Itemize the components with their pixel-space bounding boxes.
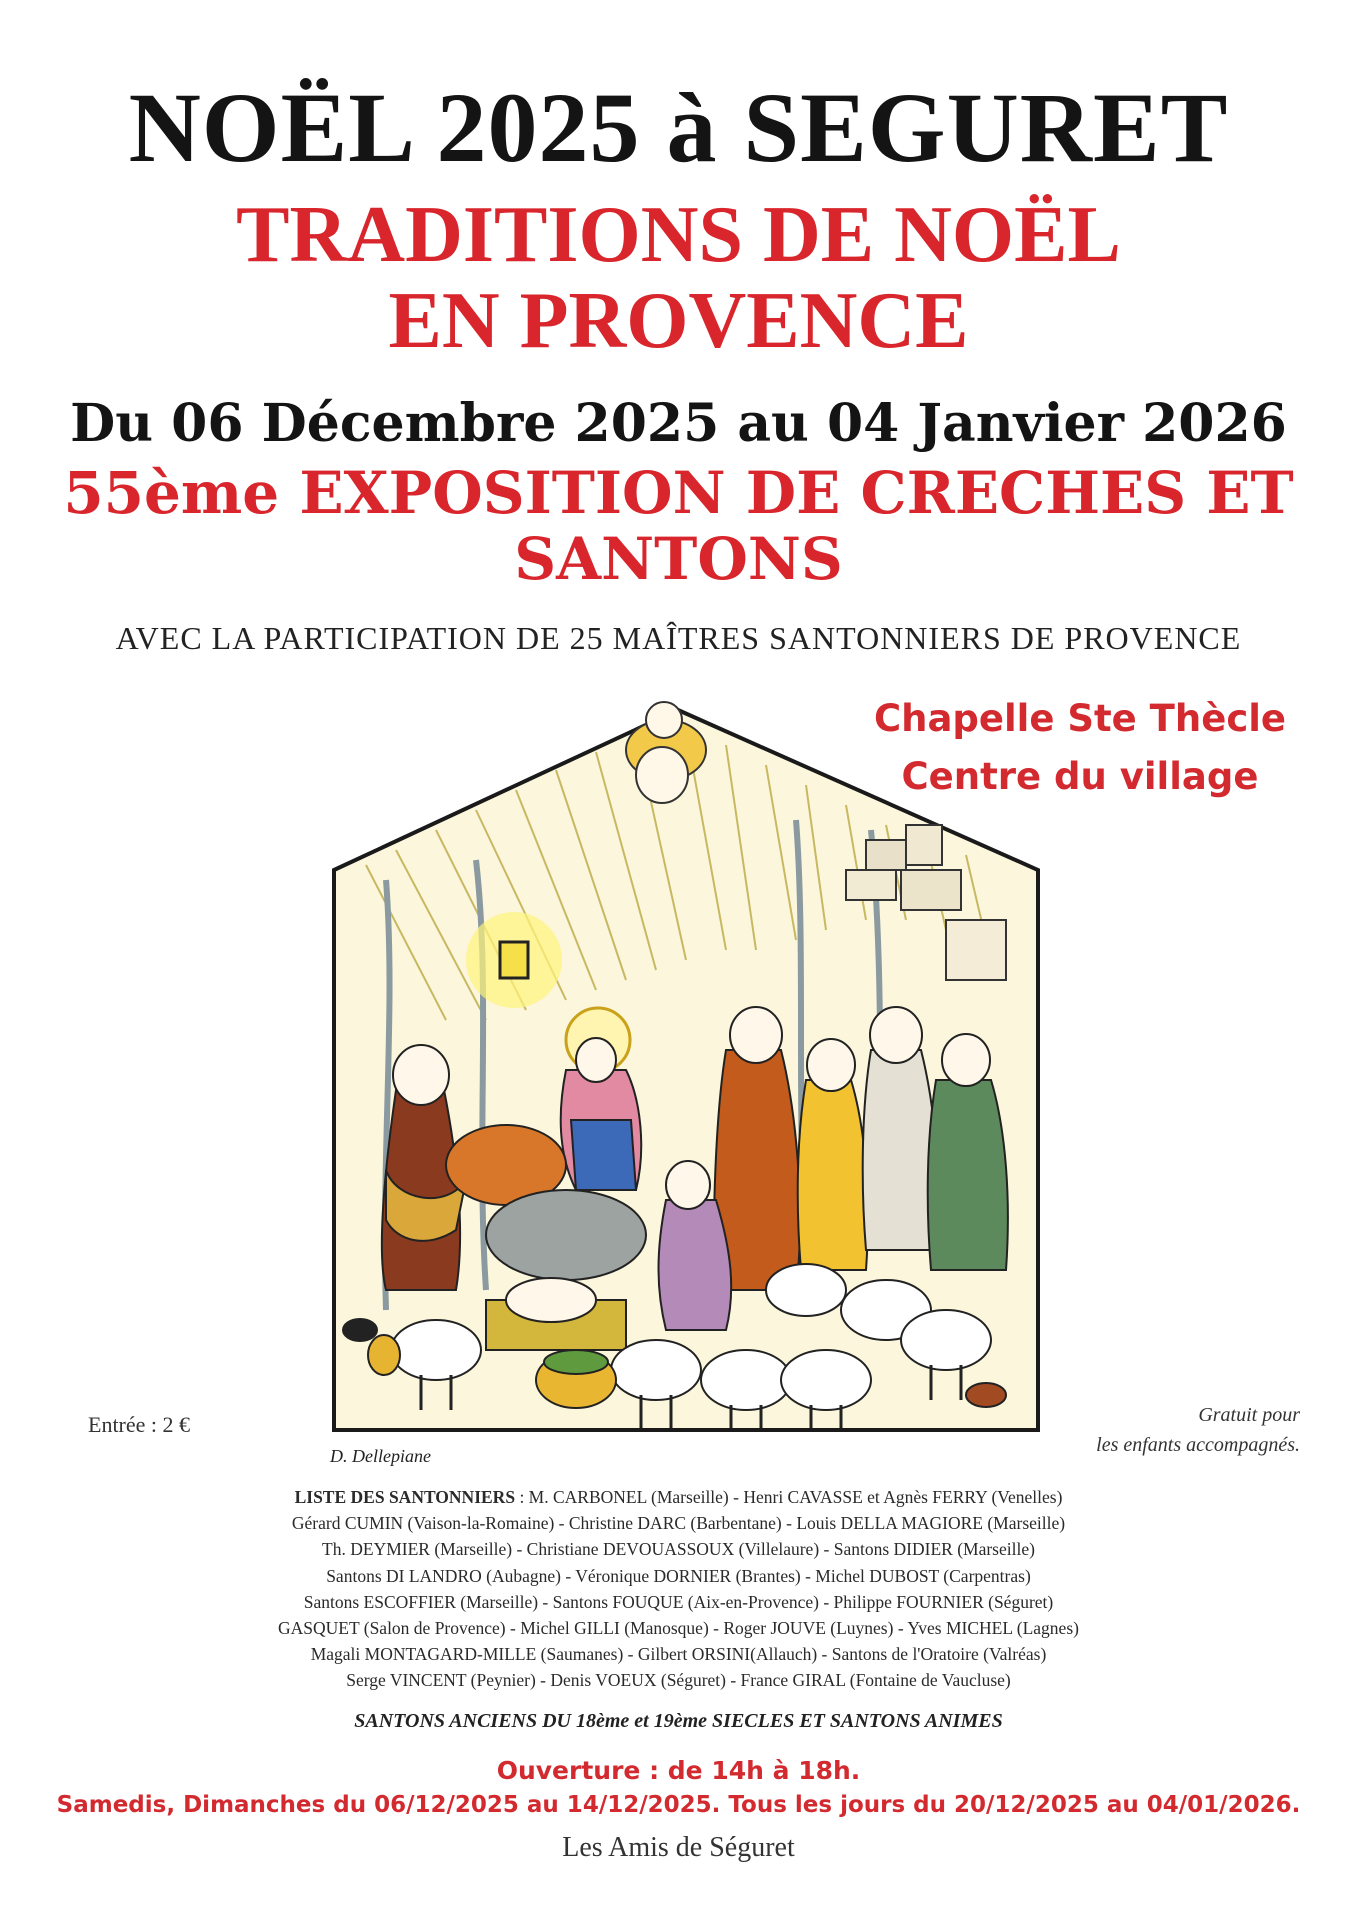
list-item: Magali MONTAGARD-MILLE (Saumanes) - Gilbert ORSINI(Allauch) - Santons de l'Oratoire (Valréas) — [310, 1644, 1047, 1665]
list-item: Serge VINCENT (Peynier) - Denis VOEUX (Séguret) - France GIRAL (Fontaine de Vaucluse) — [346, 1670, 1011, 1691]
mary-figure — [561, 1008, 641, 1190]
list-item: GASQUET (Salon de Provence) - Michel GILLI (Manosque) - Roger JOUVE (Luynes) - Yves MICHEL (Lagnes) — [278, 1618, 1079, 1639]
event-dates: Du 06 Décembre 2025 au 04 Janvier 2026 — [70, 393, 1287, 454]
poster-subtitle — [0, 192, 1357, 364]
participation-text: AVEC LA PARTICIPATION DE 25 MAÎTRES SANTONNIERS DE PROVENCE — [115, 620, 1242, 656]
list-item — [0, 1484, 1357, 1510]
list-item: Santons ESCOFFIER (Marseille) - Santons FOUQUE (Aix-en-Provence) - Philippe FOURNIER (Séguret) — [303, 1591, 1054, 1612]
subtitle-line-1: TRADITIONS DE NOËL — [236, 191, 1121, 279]
location-line-2: Centre du village — [901, 755, 1259, 798]
lantern-icon — [466, 912, 562, 1008]
list-item-text: : M. CARBONEL (Marseille) - Henri CAVASSE et Agnès FERRY (Venelles) — [515, 1487, 1063, 1507]
poster-title: NOËL 2025 à SEGURET — [128, 72, 1229, 183]
list-item: Santons DI LANDRO (Aubagne) - Véronique DORNIER (Brantes) - Michel DUBOST (Carpentras) — [326, 1565, 1031, 1586]
free-children-note — [1040, 1400, 1300, 1460]
organizer: Les Amis de Séguret — [562, 1832, 795, 1863]
list-item: Gérard CUMIN (Vaison-la-Romaine) - Christine DARC (Barbentane) - Louis DELLA MAGIORE (Marseille) — [291, 1513, 1066, 1534]
exhibition-title — [0, 460, 1357, 592]
exhibition-line-2: SANTONS — [514, 525, 843, 593]
santonniers-list — [0, 1484, 1357, 1694]
antique-santons-note: SANTONS ANCIENS DU 18ème et 19ème SIECLES ET SANTONS ANIMES — [354, 1710, 1003, 1732]
artist-signature: D. Dellepiane — [330, 1446, 431, 1466]
entry-price: Entrée : 2 € — [88, 1412, 191, 1437]
nativity-scene-illustration — [326, 690, 1046, 1436]
list-item: Th. DEYMIER (Marseille) - Christiane DEVOUASSOUX (Villelaure) - Santons DIDIER (Marseille) — [322, 1539, 1035, 1560]
subtitle-line-2: EN PROVENCE — [388, 277, 969, 365]
free-note-line-1: Gratuit pour — [1198, 1404, 1300, 1426]
basket-icon — [536, 1350, 616, 1408]
opening-days: Samedis, Dimanches du 06/12/2025 au 14/12/2025. Tous les jours du 20/12/2025 au 04/01/2026. — [56, 1792, 1301, 1818]
santonniers-label: LISTE DES SANTONNIERS — [294, 1487, 516, 1507]
exhibition-line-1: 55ème EXPOSITION DE CRECHES ET — [63, 459, 1294, 527]
location-line-1: Chapelle Ste Thècle — [873, 697, 1287, 740]
opening-hours: Ouverture : de 14h à 18h. — [496, 1756, 861, 1785]
free-note-line-2: les enfants accompagnés. — [1096, 1434, 1300, 1456]
